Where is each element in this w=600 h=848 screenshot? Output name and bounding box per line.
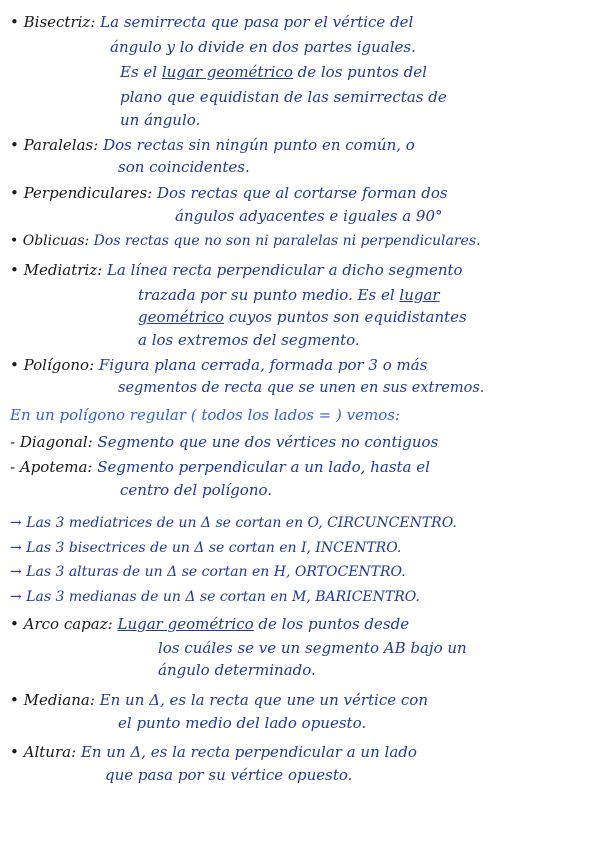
center-text: Las 3 medianas de un Δ se cortan en M, BARICENTRO. xyxy=(26,589,420,605)
term-paralelas: Paralelas: xyxy=(23,136,99,154)
definition-text: un ángulo. xyxy=(120,111,201,129)
mediana-line-2 xyxy=(118,713,366,733)
arrow-icon: → xyxy=(10,564,22,580)
mediatriz-line-2 xyxy=(138,285,440,305)
arco-capaz-line-3 xyxy=(158,660,316,680)
term-oblicuas: Oblicuas: xyxy=(22,233,90,249)
definition-text: cuyos puntos son equidistantes xyxy=(228,308,467,326)
paralelas-line-1 xyxy=(10,135,415,155)
ortocentro-line xyxy=(10,562,406,582)
bullet: • xyxy=(10,615,19,633)
altura-line-2 xyxy=(105,765,352,785)
definition-text: ángulos adyacentes e iguales a 90° xyxy=(175,207,443,225)
definition-text: Dos rectas que al cortarse forman dos xyxy=(157,184,448,202)
term-mediana: Mediana: xyxy=(23,691,95,709)
arco-capaz-line-1 xyxy=(10,614,409,634)
bullet: • xyxy=(10,743,19,761)
mediatriz-line-1 xyxy=(10,260,463,280)
definition-text: trazada por su punto medio. Es el xyxy=(138,286,395,304)
apotema-line-2 xyxy=(120,480,272,500)
bullet: • xyxy=(10,356,19,374)
arco-capaz-line-2 xyxy=(158,638,467,658)
dash-bullet: - xyxy=(10,458,16,476)
bullet: • xyxy=(10,233,19,249)
center-text: Las 3 alturas de un Δ se cortan en H, ORTOCENTRO. xyxy=(26,564,406,580)
definition-text: Segmento que une dos vértices no contiguos xyxy=(97,433,439,451)
definition-text: los cuáles se ve un segmento AB bajo un xyxy=(158,639,467,657)
term-perpendiculares: Perpendiculares: xyxy=(23,184,153,202)
definition-text: a los extremos del segmento. xyxy=(138,331,360,349)
underlined-text: lugar geométrico xyxy=(161,63,293,81)
definition-text: Segmento perpendicular a un lado, hasta el xyxy=(97,458,430,476)
term-poligono: Polígono: xyxy=(23,356,95,374)
diagonal-line xyxy=(10,432,438,452)
mediatriz-line-4 xyxy=(138,330,360,350)
definition-text: Dos rectas sin ningún punto en común, o xyxy=(103,136,415,154)
incentro-line xyxy=(10,538,401,558)
definition-text: En un Δ, es la recta perpendicular a un lado xyxy=(80,743,417,761)
term-diagonal: Diagonal: xyxy=(19,433,93,451)
bisectriz-line-4 xyxy=(120,87,447,107)
definition-text: segmentos de recta que se unen en sus extremos. xyxy=(118,380,485,396)
center-text: Las 3 mediatrices de un Δ se cortan en O, CIRCUNCENTRO. xyxy=(26,515,457,531)
bullet: • xyxy=(10,261,19,279)
bullet: • xyxy=(10,13,19,31)
bisectriz-line-1 xyxy=(10,12,413,32)
bullet: • xyxy=(10,136,19,154)
mediatriz-line-3 xyxy=(138,307,467,327)
dash-bullet: - xyxy=(10,433,16,451)
definition-text: que pasa por su vértice opuesto. xyxy=(105,766,353,784)
definition-text: el punto medio del lado opuesto. xyxy=(118,714,367,732)
definition-text: ángulo y lo divide en dos partes iguales. xyxy=(110,38,416,56)
definition-text: La semirrecta que pasa por el vértice del xyxy=(100,13,414,31)
altura-line-1 xyxy=(10,742,417,762)
definition-text: Es el xyxy=(120,63,158,81)
bisectriz-line-3 xyxy=(120,62,427,82)
bullet: • xyxy=(10,184,19,202)
definition-text: La línea recta perpendicular a dicho segmento xyxy=(106,261,463,279)
bullet: • xyxy=(10,691,19,709)
perpendiculares-line-2 xyxy=(175,206,443,226)
paralelas-line-2 xyxy=(118,157,250,177)
definition-text: son coincidentes. xyxy=(118,158,250,176)
poligono-line-1 xyxy=(10,355,427,375)
apotema-line-1 xyxy=(10,457,430,477)
underlined-text: Lugar geométrico xyxy=(117,615,254,633)
underlined-text: geométrico xyxy=(138,308,225,326)
perpendiculares-line-1 xyxy=(10,183,448,203)
baricentro-line xyxy=(10,587,420,607)
term-arco-capaz: Arco capaz: xyxy=(23,615,113,633)
arrow-icon: → xyxy=(10,540,22,556)
arrow-icon: → xyxy=(10,515,22,531)
term-apotema: Apotema: xyxy=(19,458,93,476)
definition-text: plano que equidistan de las semirrectas de xyxy=(120,88,447,106)
center-text: Las 3 bisectrices de un Δ se cortan en I, INCENTRO. xyxy=(26,540,402,556)
definition-text: ángulo determinado. xyxy=(158,661,316,679)
oblicuas-line-1 xyxy=(10,231,480,251)
definition-text: de los puntos desde xyxy=(258,615,410,633)
mediana-line-1 xyxy=(10,690,428,710)
definition-text: En un Δ, es la recta que une un vértice con xyxy=(99,691,428,709)
underlined-text: lugar xyxy=(399,286,440,304)
definition-text: centro del polígono. xyxy=(120,481,273,499)
definition-text: de los puntos del xyxy=(297,63,427,81)
bisectriz-line-5 xyxy=(120,110,200,130)
term-bisectriz: Bisectriz: xyxy=(23,13,96,31)
arrow-icon: → xyxy=(10,589,22,605)
term-altura: Altura: xyxy=(23,743,77,761)
circuncentro-line xyxy=(10,513,457,533)
poligono-line-2 xyxy=(118,378,484,398)
bisectriz-line-2 xyxy=(110,37,416,57)
section-heading: En un polígono regular ( todos los lados = ) vemos: xyxy=(10,406,400,424)
definition-text: Dos rectas que no son ni paralelas ni perpendiculares. xyxy=(93,233,481,249)
term-mediatriz: Mediatriz: xyxy=(23,261,103,279)
definition-text: Figura plana cerrada, formada por 3 o más xyxy=(98,356,428,374)
